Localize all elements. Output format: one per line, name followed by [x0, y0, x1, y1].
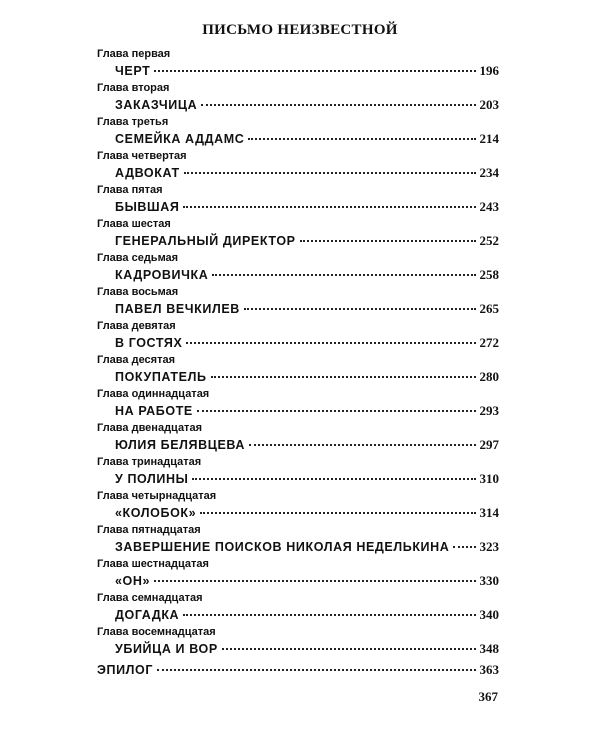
- chapter-title: НА РАБОТЕ: [115, 404, 193, 418]
- chapter-title: ГЕНЕРАЛЬНЫЙ ДИРЕКТОР: [115, 234, 296, 248]
- chapter-title: У ПОЛИНЫ: [115, 472, 189, 486]
- dot-leader: [197, 410, 476, 412]
- dot-leader: [212, 274, 475, 276]
- chapter-label: Глава четвертая: [97, 150, 187, 162]
- chapter-label: Глава шестая: [97, 218, 171, 230]
- toc-entry: [97, 388, 499, 422]
- chapter-label: Глава одиннадцатая: [97, 388, 210, 400]
- toc-entry: [97, 592, 499, 626]
- toc-entry: [97, 354, 499, 388]
- dot-leader: [186, 342, 475, 344]
- dot-leader: [200, 512, 475, 514]
- toc-row: [115, 233, 499, 249]
- page-number: 348: [479, 641, 499, 656]
- page-number: 297: [479, 437, 499, 452]
- chapter-label: Глава вторая: [97, 82, 170, 94]
- chapter-label: Глава десятая: [97, 354, 175, 366]
- chapter-label: Глава первая: [97, 48, 171, 60]
- folio-page-number: 367: [478, 689, 498, 704]
- toc-entry: [97, 82, 499, 116]
- chapter-title: СЕМЕЙКА АДДАМС: [115, 132, 245, 146]
- page-number: 214: [479, 131, 499, 146]
- toc-row: [115, 63, 499, 79]
- page-number: 196: [479, 63, 499, 78]
- dot-leader: [453, 546, 475, 548]
- page-number: 293: [479, 403, 499, 418]
- dot-leader: [192, 478, 475, 480]
- chapter-title: ПАВЕЛ ВЕЧКИЛЕВ: [115, 302, 240, 316]
- toc-entry: [97, 490, 499, 524]
- dot-leader: [154, 580, 475, 582]
- chapter-title: ПОКУПАТЕЛЬ: [115, 370, 207, 384]
- page-number: 280: [479, 369, 499, 384]
- chapter-title: УБИЙЦА И ВОР: [115, 642, 218, 656]
- chapter-label: Глава третья: [97, 116, 169, 128]
- chapter-title: БЫВШАЯ: [115, 200, 180, 214]
- chapter-label: Глава двенадцатая: [97, 422, 202, 434]
- chapter-label: Глава восемнадцатая: [97, 626, 216, 638]
- dot-leader: [244, 308, 476, 310]
- dot-leader: [183, 206, 475, 208]
- page-number: 363: [479, 662, 499, 677]
- toc-entry: [97, 286, 499, 320]
- page-number: 323: [479, 539, 499, 554]
- dot-leader: [154, 70, 475, 72]
- toc-entry: [97, 320, 499, 354]
- toc-entry: [97, 252, 499, 286]
- page-number: 252: [479, 233, 499, 248]
- toc-entry: [97, 218, 499, 252]
- toc-entry: [97, 558, 499, 592]
- toc-epilog-row: [97, 662, 499, 678]
- page-number: 243: [479, 199, 499, 214]
- page-number: 330: [479, 573, 499, 588]
- chapter-label: Глава четырнадцатая: [97, 490, 217, 502]
- dot-leader: [157, 669, 475, 671]
- dot-leader: [248, 138, 475, 140]
- toc-row: [115, 641, 499, 657]
- chapter-title: «КОЛОБОК»: [115, 506, 197, 520]
- toc-entry: [97, 150, 499, 184]
- page-number: 272: [479, 335, 499, 350]
- chapter-title: АДВОКАТ: [115, 166, 180, 180]
- toc-row: [115, 437, 499, 453]
- toc-row: [115, 267, 499, 283]
- dot-leader: [201, 104, 475, 106]
- chapter-title: ЧЕРТ: [115, 64, 151, 78]
- chapter-title: «ОН»: [115, 574, 151, 588]
- page-number: 258: [479, 267, 499, 282]
- dot-leader: [249, 444, 475, 446]
- table-of-contents: [97, 48, 499, 660]
- toc-entry: [97, 116, 499, 150]
- toc-entry: [97, 184, 499, 218]
- toc-row: [115, 131, 499, 147]
- chapter-label: Глава шестнадцатая: [97, 558, 209, 570]
- chapter-label: Глава пятнадцатая: [97, 524, 201, 536]
- toc-row: [115, 607, 499, 623]
- toc-row: [115, 199, 499, 215]
- toc-entry: [97, 524, 499, 558]
- chapter-label: Глава девятая: [97, 320, 176, 332]
- chapter-title: ЗАВЕРШЕНИЕ ПОИСКОВ НИКОЛАЯ НЕДЕЛЬКИНА: [115, 540, 450, 554]
- toc-row: [115, 97, 499, 113]
- dot-leader: [222, 648, 476, 650]
- toc-row: [115, 403, 499, 419]
- toc-entry: [97, 456, 499, 490]
- page-number: 203: [479, 97, 499, 112]
- toc-row: [115, 335, 499, 351]
- toc-row: [115, 369, 499, 385]
- toc-row: [115, 301, 499, 317]
- section-title: ПИСЬМО НЕИЗВЕСТНОЙ: [202, 22, 398, 38]
- epilog-title: ЭПИЛОГ: [97, 663, 154, 677]
- chapter-label: Глава восьмая: [97, 286, 179, 298]
- toc-row: [115, 505, 499, 521]
- dot-leader: [184, 172, 476, 174]
- chapter-title: ЮЛИЯ БЕЛЯВЦЕВА: [115, 438, 246, 452]
- chapter-label: Глава тринадцатая: [97, 456, 202, 468]
- chapter-label: Глава семнадцатая: [97, 592, 203, 604]
- toc-row: [115, 573, 499, 589]
- toc-entry: [97, 626, 499, 660]
- dot-leader: [211, 376, 476, 378]
- chapter-label: Глава пятая: [97, 184, 163, 196]
- dot-leader: [183, 614, 475, 616]
- dot-leader: [300, 240, 476, 242]
- toc-row: [115, 165, 499, 181]
- page-number: 265: [479, 301, 499, 316]
- chapter-label: Глава седьмая: [97, 252, 179, 264]
- toc-row: [115, 539, 499, 555]
- page-number: 310: [479, 471, 499, 486]
- toc-entry: [97, 48, 499, 82]
- chapter-title: ДОГАДКА: [115, 608, 180, 622]
- page-number: 314: [479, 505, 499, 520]
- toc-entry: [97, 422, 499, 456]
- page-number: 234: [479, 165, 499, 180]
- chapter-title: ЗАКАЗЧИЦА: [115, 98, 198, 112]
- chapter-title: В ГОСТЯХ: [115, 336, 183, 350]
- page-number: 340: [479, 607, 499, 622]
- chapter-title: КАДРОВИЧКА: [115, 268, 209, 282]
- toc-row: [115, 471, 499, 487]
